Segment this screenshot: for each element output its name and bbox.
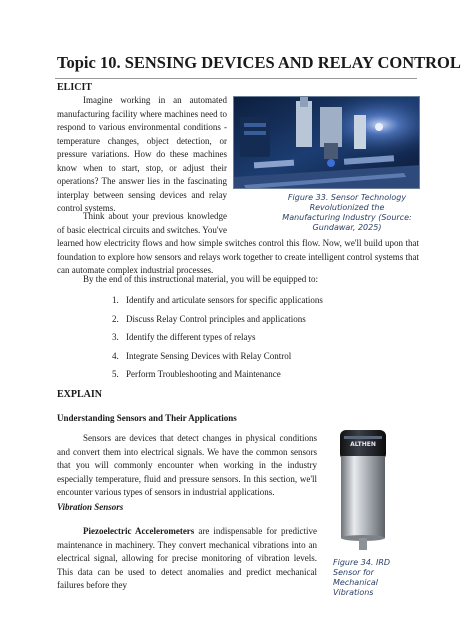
objective-item: 5. Perform Troubleshooting and Maintenance bbox=[112, 369, 281, 380]
figure-34-caption-line: Figure 34. IRD bbox=[333, 558, 391, 567]
section-heading-elicit: ELICIT bbox=[57, 82, 93, 93]
figure-34-caption-line: Mechanical bbox=[333, 578, 379, 587]
section-heading-explain: EXPLAIN bbox=[57, 389, 103, 400]
figure-33-caption-line: Manufacturing Industry (Source: bbox=[282, 213, 412, 222]
figure-33-image bbox=[233, 96, 420, 189]
subheading-vibration-sensors: Vibration Sensors bbox=[57, 502, 124, 512]
figure-34-caption-line: Sensor for bbox=[333, 568, 374, 577]
piezo-text: are indispensable for predictive maintenance in machinery. They convert mechanical vibrations into an electrical signal, allowing for precise monitoring of vibration levels. This data can be used to detect anomalies and predict mechanical failures before they bbox=[57, 526, 317, 590]
figure-33-caption-line: Figure 33. Sensor Technology Revolutionized the bbox=[287, 193, 407, 212]
figure-34-caption bbox=[333, 558, 393, 598]
manufacturing-sensor-illustration bbox=[234, 97, 420, 189]
figure-33-caption-line: Gundawar, 2025) bbox=[312, 223, 382, 232]
objective-item: 1. Identify and articulate sensors for specific applications bbox=[112, 295, 323, 305]
prior-knowledge-line1: Think about your previous knowledge of basic electrical circuits and switches. You've bbox=[57, 211, 227, 235]
sensors-paragraph: Sensors are devices that detect changes in physical conditions and convert them into electrical signals. We have the common sensors that you will commonly encounter when working in the industry especially temperature, fluid and pressure sensors. In this section, we'll encounter various types of sensors in industrial applications. bbox=[57, 433, 317, 497]
piezo-paragraph bbox=[57, 525, 317, 593]
objective-item: 3. Identify the different types of relays bbox=[112, 332, 256, 343]
prior-knowledge-rest: learned how electricity flows and how simple switches control this flow. Now, we'll build upon that foundation to explore how sensors and relays work together to create intelligent control systems that can automate complex industrial processes. bbox=[57, 238, 419, 275]
piezo-term: Piezoelectric Accelerometers bbox=[83, 526, 195, 536]
page-title: Topic 10. SENSING DEVICES AND RELAY CONTROL bbox=[57, 53, 461, 72]
sensor-brand-label: ALTHEN bbox=[350, 441, 376, 448]
subheading-understanding-sensors: Understanding Sensors and Their Applications bbox=[57, 413, 237, 423]
sensor-body bbox=[341, 456, 385, 538]
prior-knowledge-paragraph bbox=[57, 210, 419, 278]
elicit-paragraph bbox=[57, 94, 227, 216]
objectives-intro: By the end of this instructional material, you will be equipped to: bbox=[83, 274, 318, 284]
vibration-sensor-illustration bbox=[330, 426, 396, 554]
title-divider bbox=[55, 78, 417, 79]
elicit-paragraph-text: Imagine working in an automated manufacturing facility where machines need to respond to various environmental conditions - temperature changes, object detection, or pressure variations. How do these machines know when to start, stop, or adjust their operations? The answer lies in the fascinating interplay between sensing devices and relay control systems. bbox=[57, 95, 227, 213]
objective-item: 2. Discuss Relay Control principles and applications bbox=[112, 313, 306, 324]
objective-item: 4. Integrate Sensing Devices with Relay Control bbox=[112, 350, 292, 361]
objectives-list bbox=[112, 294, 323, 387]
figure-34-caption-line: Vibrations bbox=[333, 588, 374, 597]
figure-34-image bbox=[330, 426, 396, 554]
